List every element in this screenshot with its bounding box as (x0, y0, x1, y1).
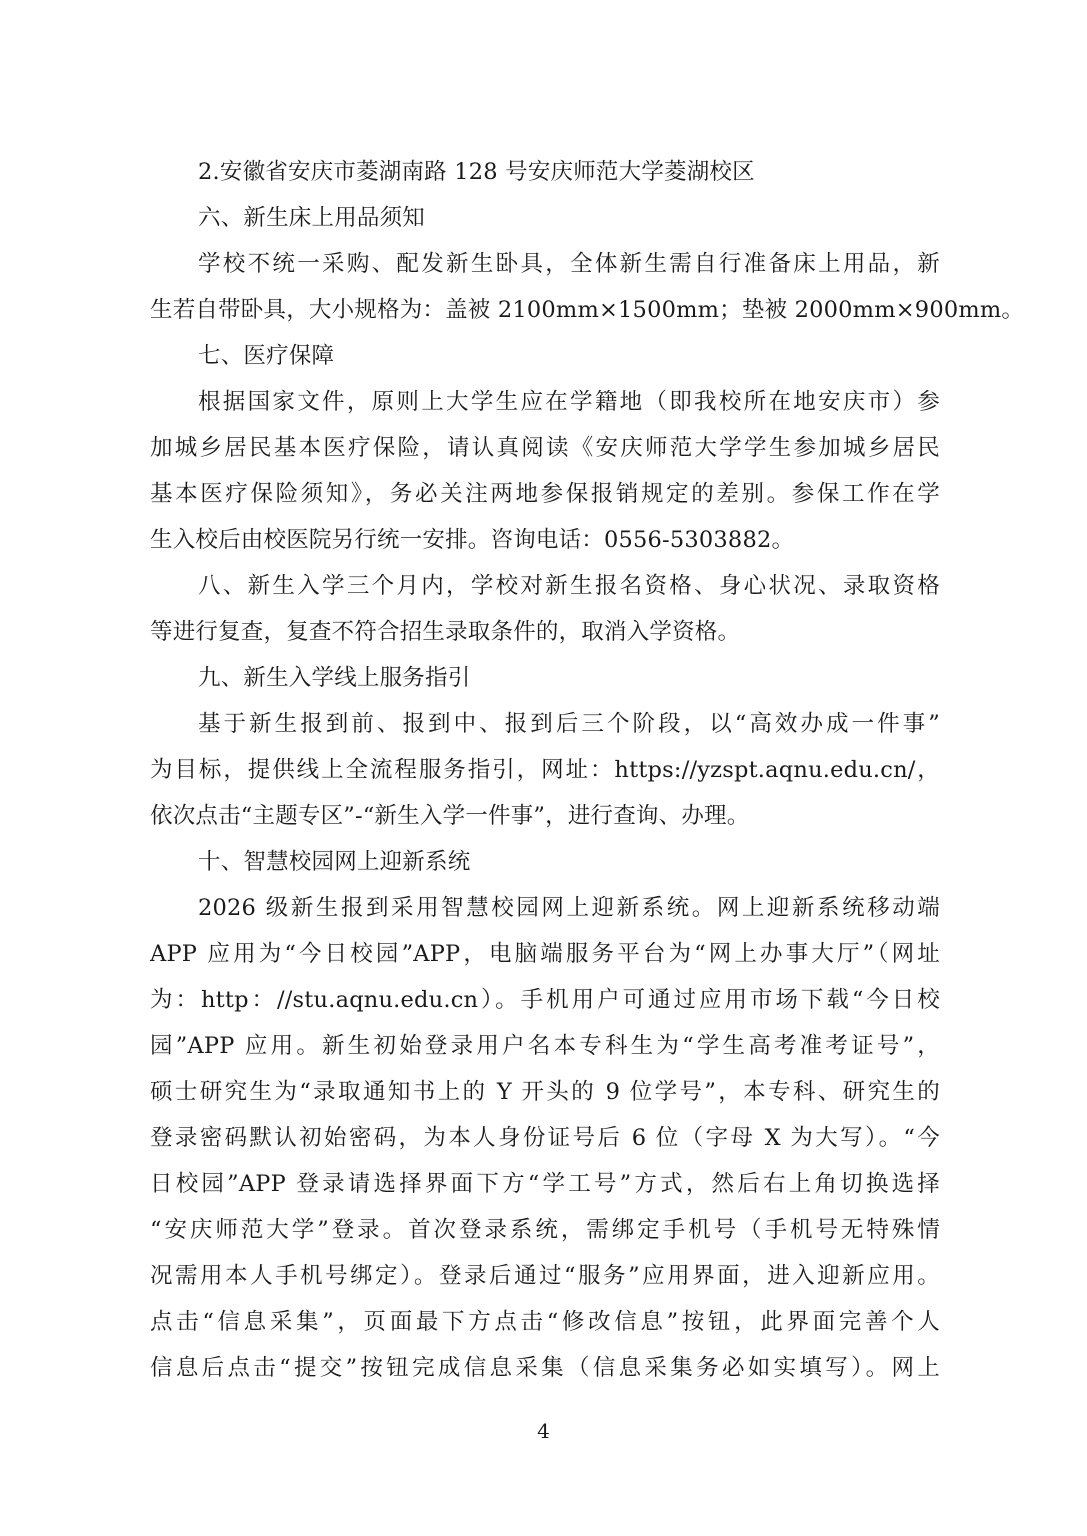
address-line: 2.安徽省安庆市菱湖南路 128 号安庆师范大学菱湖校区 (198, 159, 755, 185)
section-heading-bedding: 六、新生床上用品须知 (198, 205, 426, 231)
paragraph-line: 生若自带卧具，大小规格为：盖被 2100mm×1500mm；垫被 2000mm×900mm。 (150, 297, 1025, 323)
paragraph-line: 2026 级新生报到采用智慧校园网上迎新系统。网上迎新系统移动端 (198, 895, 940, 921)
page-number: 4 (537, 1419, 550, 1443)
section-heading-medical: 七、医疗保障 (198, 343, 335, 369)
paragraph-line: 信息后点击“提交”按钮完成信息采集（信息采集务必如实填写）。网上 (150, 1355, 940, 1381)
paragraph-line: “安庆师范大学”登录。首次登录系统，需绑定手机号（手机号无特殊情 (150, 1217, 940, 1243)
paragraph-line: 学校不统一采购、配发新生卧具，全体新生需自行准备床上用品，新 (198, 251, 940, 277)
paragraph-line: 等进行复查，复查不符合招生录取条件的，取消入学资格。 (150, 619, 741, 645)
paragraph-line: 生入校后由校医院另行统一安排。咨询电话：0556-5303882。 (150, 527, 795, 553)
section-heading-welcome-system: 十、智慧校园网上迎新系统 (198, 849, 471, 875)
paragraph-line: APP 应用为“今日校园”APP，电脑端服务平台为“网上办事大厅”（网址 (150, 941, 940, 967)
paragraph-line: 为：http：//stu.aqnu.edu.cn）。手机用户可通过应用市场下载“今日校 (150, 987, 940, 1013)
paragraph-line: 点击“信息采集”，页面最下方点击“修改信息”按钮，此界面完善个人 (150, 1309, 940, 1335)
paragraph-line: 依次点击“主题专区”-“新生入学一件事”，进行查询、办理。 (150, 803, 750, 829)
paragraph-line: 登录密码默认初始密码，为本人身份证号后 6 位（字母 X 为大写）。“今 (150, 1125, 940, 1151)
paragraph-line: 日校园”APP 登录请选择界面下方“学工号”方式，然后右上角切换选择 (150, 1171, 940, 1197)
paragraph-line: 八、新生入学三个月内，学校对新生报名资格、身心状况、录取资格 (198, 573, 940, 599)
paragraph-line: 根据国家文件，原则上大学生应在学籍地（即我校所在地安庆市）参 (198, 389, 940, 415)
paragraph-line: 为目标，提供线上全流程服务指引，网址：https://yzspt.aqnu.edu.cn/， (150, 757, 940, 783)
paragraph-line: 基本医疗保险须知》，务必关注两地参保报销规定的差别。参保工作在学 (150, 481, 940, 507)
section-heading-online-service: 九、新生入学线上服务指引 (198, 665, 471, 691)
paragraph-line: 况需用本人手机号绑定）。登录后通过“服务”应用界面，进入迎新应用。 (150, 1263, 940, 1289)
paragraph-line: 园”APP 应用。新生初始登录用户名本专科生为“学生高考准考证号”， (150, 1033, 940, 1059)
paragraph-line: 加城乡居民基本医疗保险，请认真阅读《安庆师范大学学生参加城乡居民 (150, 435, 940, 461)
paragraph-line: 硕士研究生为“录取通知书上的 Y 开头的 9 位学号”，本专科、研究生的 (150, 1079, 940, 1105)
paragraph-line: 基于新生报到前、报到中、报到后三个阶段，以“高效办成一件事” (198, 711, 940, 737)
